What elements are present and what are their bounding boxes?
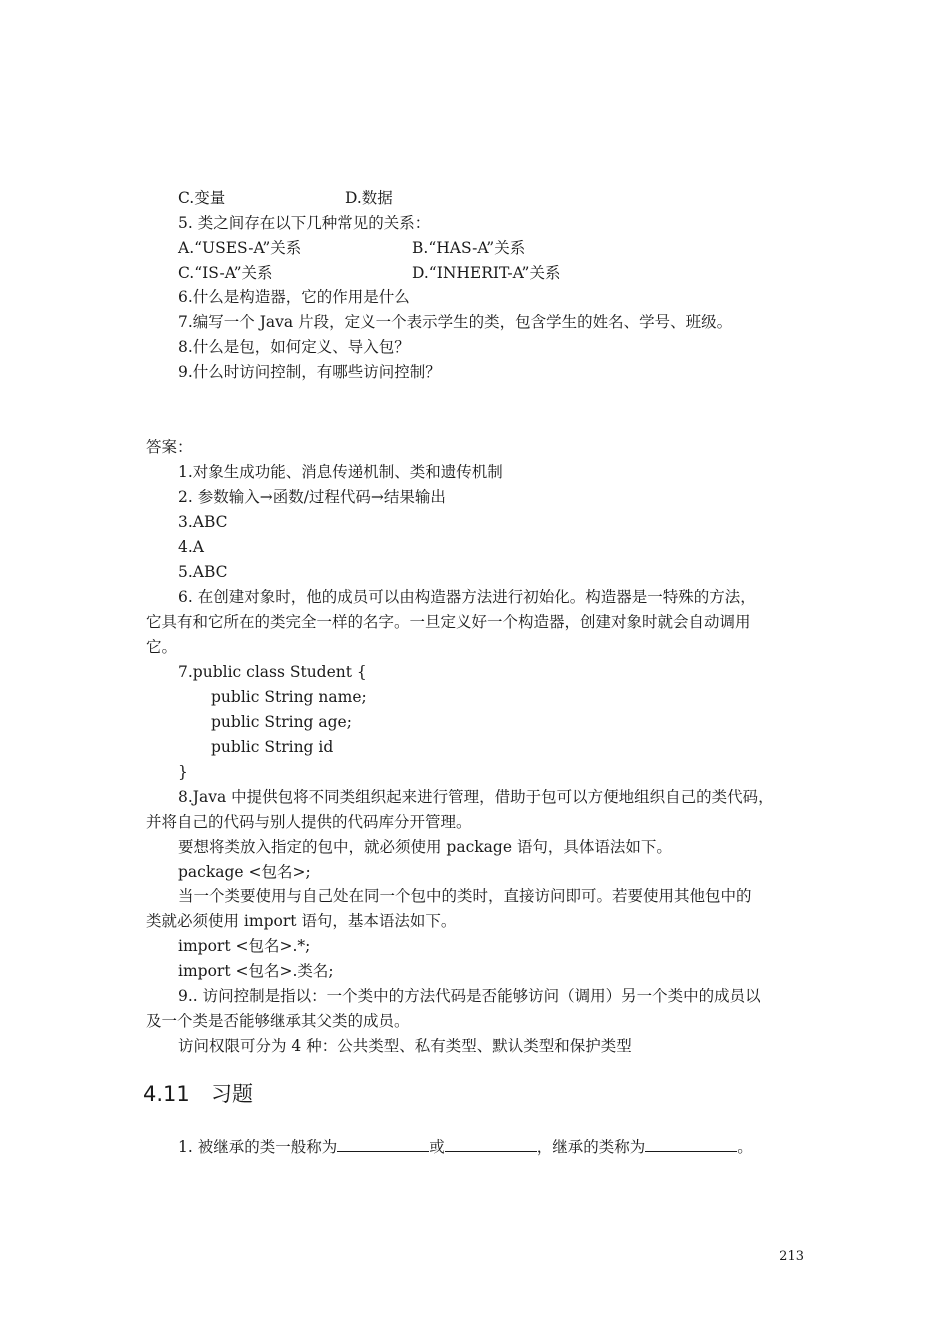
fill-blank[interactable]	[645, 1134, 737, 1152]
q4-option-d: D.数据	[345, 189, 393, 207]
answer-9-line: 9.. 访问控制是指以：一个类中的方法代码是否能够访问（调用）另一个类中的成员以	[178, 987, 761, 1005]
answer-7-code-field: public String id	[211, 738, 334, 756]
answer-1: 1.对象生成功能、消息传递机制、类和遗传机制	[178, 463, 503, 481]
answer-8-line: 当一个类要使用与自己处在同一个包中的类时，直接访问即可。若要使用其他包中的	[178, 887, 752, 905]
section-number: 4.11	[143, 1082, 190, 1106]
answer-9-line: 访问权限可分为 4 种：公共类型、私有类型、默认类型和保护类型	[178, 1037, 632, 1055]
question-7: 7.编写一个 Java 片段，定义一个表示学生的类，包含学生的姓名、学号、班级。	[178, 313, 733, 331]
exercise-1-text: ，继承的类称为	[536, 1138, 646, 1156]
exercise-1-text: 。	[737, 1138, 753, 1156]
q5-option-d: D.“INHERIT-A”关系	[412, 264, 561, 282]
fill-blank[interactable]	[337, 1134, 429, 1152]
answer-9-line: 及一个类是否能够继承其父类的成员。	[146, 1012, 410, 1030]
page-number: 213	[779, 1249, 804, 1264]
question-6: 6.什么是构造器，它的作用是什么	[178, 288, 410, 306]
section-heading	[143, 1080, 253, 1108]
q5-option-a: A.“USES-A”关系	[178, 239, 302, 257]
answer-5: 5.ABC	[178, 563, 228, 581]
answer-7-code-field: public String age;	[211, 713, 352, 731]
exercise-1-text: 或	[429, 1138, 445, 1156]
answer-2: 2. 参数输入→函数/过程代码→结果输出	[178, 488, 446, 506]
fill-blank[interactable]	[445, 1134, 537, 1152]
answer-8-line: 要想将类放入指定的包中，就必须使用 package 语句，具体语法如下。	[178, 838, 672, 856]
answer-7-code-open: 7.public class Student {	[178, 663, 367, 681]
q5-option-b: B.“HAS-A”关系	[412, 239, 526, 257]
answer-8-line: 类就必须使用 import 语句，基本语法如下。	[146, 912, 457, 930]
answer-6-line: 它具有和它所在的类完全一样的名字。一旦定义好一个构造器，创建对象时就会自动调用	[146, 613, 751, 631]
answer-7-code-field: public String name;	[211, 688, 367, 706]
answer-7-code-close: }	[178, 763, 188, 781]
q5-option-c: C.“IS-A”关系	[178, 264, 273, 282]
exercise-1	[178, 1134, 753, 1159]
answer-8-line: package <包名>;	[178, 863, 311, 881]
answer-6-line: 6. 在创建对象时，他的成员可以由构造器方法进行初始化。构造器是一特殊的方法，	[178, 588, 756, 606]
q4-option-c: C.变量	[178, 189, 226, 207]
answer-8-line: import <包名>.类名;	[178, 962, 334, 980]
answer-8-line: 并将自己的代码与别人提供的代码库分开管理。	[146, 813, 472, 831]
exercise-1-text: 1. 被继承的类一般称为	[178, 1138, 338, 1156]
section-title: 习题	[211, 1082, 253, 1106]
question-8: 8.什么是包，如何定义、导入包？	[178, 338, 410, 356]
answers-label: 答案：	[146, 438, 193, 456]
question-9: 9.什么时访问控制，有哪些访问控制？	[178, 363, 441, 381]
answer-3: 3.ABC	[178, 513, 228, 531]
q5-stem: 5. 类之间存在以下几种常见的关系：	[178, 214, 431, 232]
answer-6-line: 它。	[146, 638, 178, 656]
answer-8-line: 8.Java 中提供包将不同类组织起来进行管理，借助于包可以方便地组织自己的类代码，	[178, 788, 774, 806]
answer-4: 4.A	[178, 538, 204, 556]
answer-8-line: import <包名>.*;	[178, 937, 311, 955]
